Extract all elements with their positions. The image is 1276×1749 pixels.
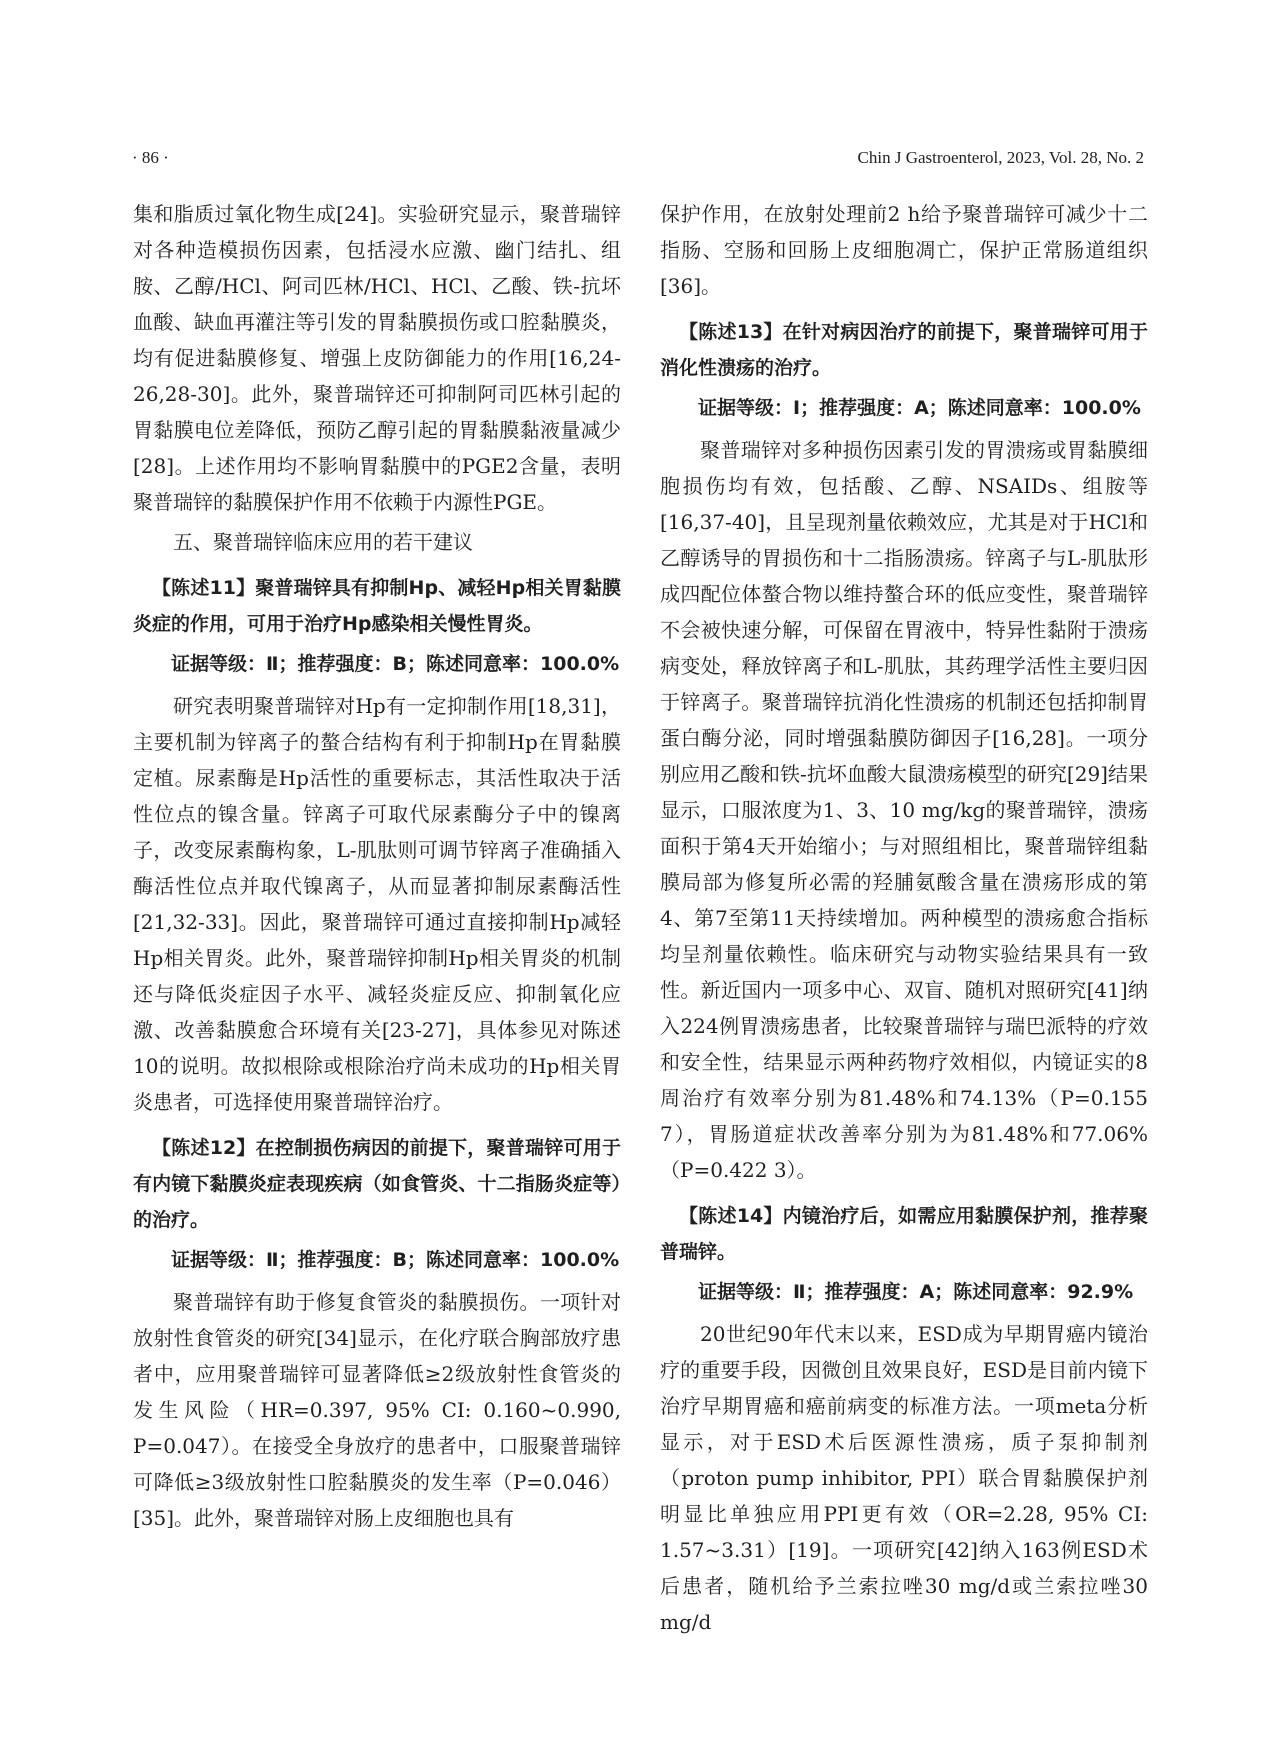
- evidence-12: 证据等级：Ⅱ；推荐强度：B；陈述同意率：100.0%: [171, 1249, 620, 1271]
- paragraph: 20世纪90年代末以来，ESD成为早期胃癌内镜治疗的重要手段，因微创且效果良好，ESD是目前内镜下治疗早期胃癌和癌前病变的标准方法。一项meta分析显示，对于ESD术后医源性溃疡，质子泵抑制剂（proton pump inhibitor, PPI）联合胃黏膜保护剂明显比单独应用PPI更有效（OR=2.28, 95% CI: 1.57~3.31）[19]。一项研究[42]纳入163例ESD术后患者，随机给予兰索拉唑30 mg/d或兰索拉唑30 mg/d: [660, 1322, 1148, 1634]
- statement-12: 【陈述12】在控制损伤病因的前提下，聚普瑞锌可用于有内镜下黏膜炎症表现疾病（如食管炎、十二指肠炎症等）的治疗。: [133, 1137, 621, 1231]
- evidence-14: 证据等级：Ⅱ；推荐强度：A；陈述同意率：92.9%: [698, 1281, 1134, 1303]
- page-number: · 86 ·: [132, 148, 169, 167]
- statement-11: 【陈述11】聚普瑞锌具有抑制Hp、减轻Hp相关胃黏膜炎症的作用，可用于治疗Hp感染相关慢性胃炎。: [133, 577, 621, 635]
- paragraph: 集和脂质过氧化物生成[24]。实验研究显示，聚普瑞锌对各种造模损伤因素，包括浸水应激、幽门结扎、组胺、乙醇/HCl、阿司匹林/HCl、HCl、乙酸、铁-抗坏血酸、缺血再灌注等引发的胃黏膜损伤或口腔黏膜炎，均有促进黏膜修复、增强上皮防御能力的作用[16,24-26,28-30]。此外，聚普瑞锌还可抑制阿司匹林引起的胃黏膜电位差降低，预防乙醇引起的胃黏膜黏液量减少[28]。上述作用均不影响胃黏膜中的PGE2含量，表明聚普瑞锌的黏膜保护作用不依赖于内源性PGE。: [133, 202, 621, 514]
- evidence-13: 证据等级：Ⅰ；推荐强度：A；陈述同意率：100.0%: [698, 397, 1141, 419]
- section-heading: 五、聚普瑞锌临床应用的若干建议: [173, 530, 473, 554]
- statement-14: 【陈述14】内镜治疗后，如需应用黏膜保护剂，推荐聚普瑞锌。: [660, 1205, 1148, 1263]
- journal-citation: Chin J Gastroenterol, 2023, Vol. 28, No. 2: [857, 148, 1144, 167]
- right-column: [660, 196, 1148, 1640]
- evidence-11: 证据等级：Ⅱ；推荐强度：B；陈述同意率：100.0%: [171, 653, 620, 675]
- paragraph: 保护作用，在放射处理前2 h给予聚普瑞锌可减少十二指肠、空肠和回肠上皮细胞凋亡，保护正常肠道组织[36]。: [660, 202, 1148, 298]
- paragraph: 聚普瑞锌对多种损伤因素引发的胃溃疡或胃黏膜细胞损伤均有效，包括酸、乙醇、NSAIDs、组胺等[16,37-40]，且呈现剂量依赖效应，尤其是对于HCl和乙醇诱导的胃损伤和十二指肠溃疡。锌离子与L-肌肽形成四配位体螯合物以维持螯合环的低应变性，聚普瑞锌不会被快速分解，可保留在胃液中，特异性黏附于溃疡病变处，释放锌离子和L-肌肽，其药理学活性主要归因于锌离子。聚普瑞锌抗消化性溃疡的机制还包括抑制胃蛋白酶分泌，同时增强黏膜防御因子[16,28]。一项分别应用乙酸和铁-抗坏血酸大鼠溃疡模型的研究[29]结果显示，口服浓度为1、3、10 mg/kg的聚普瑞锌，溃疡面积于第4天开始缩小；与对照组相比，聚普瑞锌组黏膜局部为修复所必需的羟脯氨酸含量在溃疡形成的第4、第7至第11天持续增加。两种模型的溃疡愈合指标均呈剂量依赖性。临床研究与动物实验结果具有一致性。新近国内一项多中心、双盲、随机对照研究[41]纳入224例胃溃疡患者，比较聚普瑞锌与瑞巴派特的疗效和安全性，结果显示两种药物疗效相似，内镜证实的8周治疗有效率分别为81.48%和74.13%（P=0.155 7），胃肠道症状改善率分别为为81.48%和77.06%（P=0.422 3）。: [660, 438, 1148, 1182]
- paragraph: 研究表明聚普瑞锌对Hp有一定抑制作用[18,31]，主要机制为锌离子的螯合结构有利于抑制Hp在胃黏膜定植。尿素酶是Hp活性的重要标志，其活性取决于活性位点的镍含量。锌离子可取代尿素酶分子中的镍离子，改变尿素酶构象，L-肌肽则可调节锌离子准确插入酶活性位点并取代镍离子，从而显著抑制尿素酶活性[21,32-33]。因此，聚普瑞锌可通过直接抑制Hp减轻Hp相关胃炎。此外，聚普瑞锌抑制Hp相关胃炎的机制还与降低炎症因子水平、减轻炎症反应、抑制氧化应激、改善黏膜愈合环境有关[23-27]，具体参见对陈述10的说明。故拟根除或根除治疗尚未成功的Hp相关胃炎患者，可选择使用聚普瑞锌治疗。: [133, 694, 621, 1114]
- paragraph: 聚普瑞锌有助于修复食管炎的黏膜损伤。一项针对放射性食管炎的研究[34]显示，在化疗联合胸部放疗患者中，应用聚普瑞锌可显著降低≥2级放射性食管炎的发生风险（HR=0.397, 95% CI: 0.160~0.990, P=0.047）。在接受全身放疗的患者中，口服聚普瑞锌可降低≥3级放射性口腔黏膜炎的发生率（P=0.046）[35]。此外，聚普瑞锌对肠上皮细胞也具有: [133, 1290, 621, 1530]
- left-column: [133, 196, 621, 1536]
- statement-13: 【陈述13】在针对病因治疗的前提下，聚普瑞锌可用于消化性溃疡的治疗。: [660, 321, 1148, 379]
